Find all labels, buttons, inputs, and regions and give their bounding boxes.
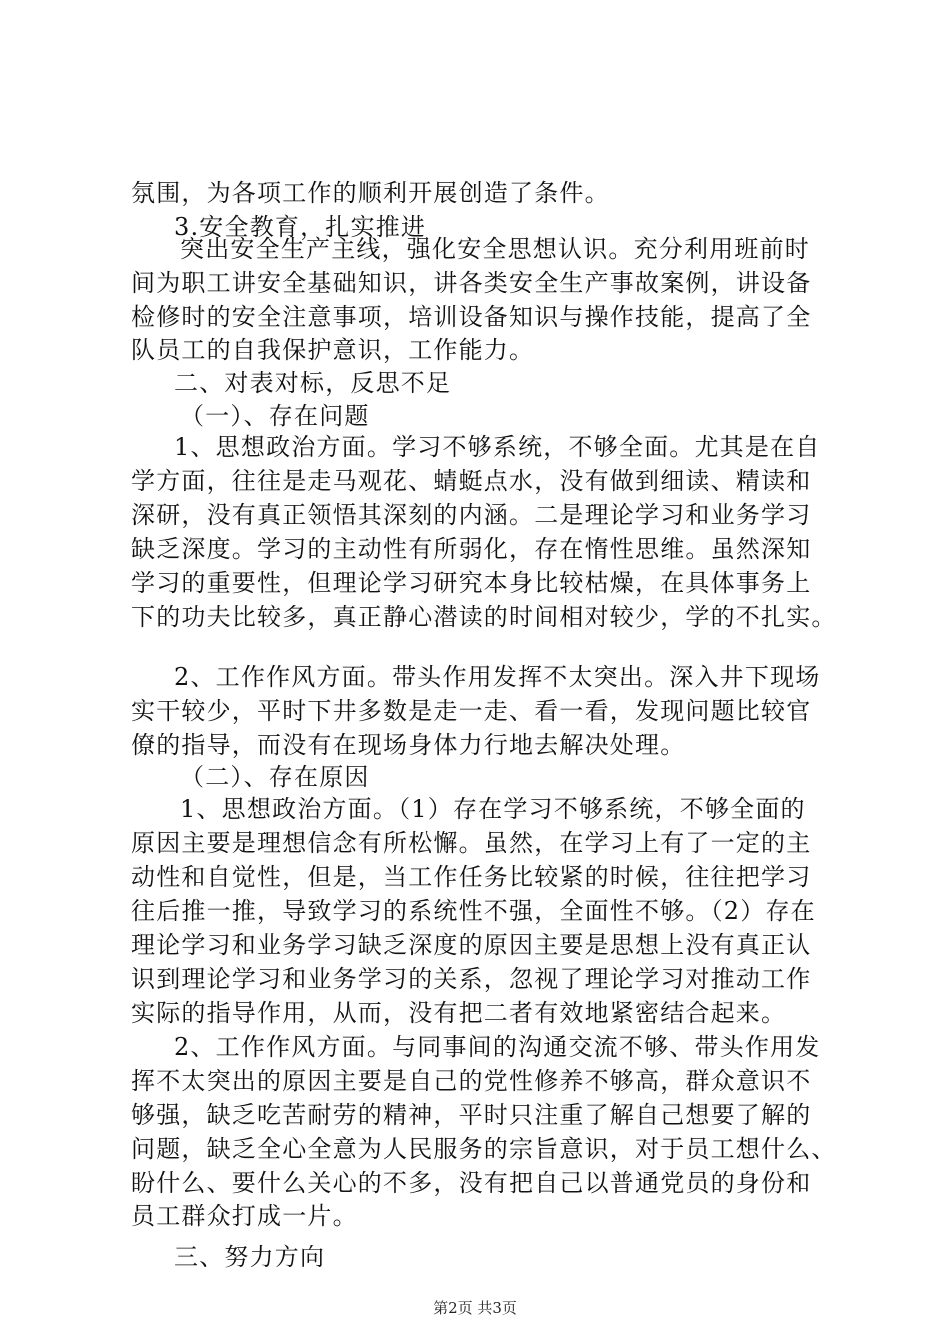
paragraph-line: 原因主要是理想信念有所松懈。虽然，在学习上有了一定的主 bbox=[131, 829, 812, 857]
paragraph-line: 挥不太突出的原因主要是自己的党性修养不够高，群众意识不 bbox=[131, 1067, 812, 1095]
paragraph-line: 1、思想政治方面。（1）存在学习不够系统，不够全面的 bbox=[180, 795, 806, 823]
subsection-heading: （一）、存在问题 bbox=[180, 402, 370, 430]
paragraph-line: 突出安全生产主线，强化安全思想认识。充分利用班前时 bbox=[180, 235, 810, 263]
paragraph-line: 间为职工讲安全基础知识，讲各类安全生产事故案例，讲设备 bbox=[131, 269, 812, 297]
paragraph-line: 学方面，往往是走马观花、蜻蜓点水，没有做到细读、精读和 bbox=[131, 467, 812, 495]
paragraph-line: 2、工作作风方面。带头作用发挥不太突出。深入井下现场 bbox=[174, 663, 821, 691]
section-heading: 三、努力方向 bbox=[174, 1243, 326, 1271]
paragraph-line: 1、思想政治方面。学习不够系统，不够全面。尤其是在自 bbox=[174, 433, 821, 461]
paragraph-line: 深研，没有真正领悟其深刻的内涵。二是理论学习和业务学习 bbox=[131, 501, 812, 529]
paragraph-line: 实际的指导作用，从而，没有把二者有效地紧密结合起来。 bbox=[131, 999, 787, 1027]
paragraph-line: 动性和自觉性，但是，当工作任务比较紧的时候，往往把学习 bbox=[131, 863, 812, 891]
paragraph-line: 盼什么、要什么关心的不多，没有把自己以普通党员的身份和 bbox=[131, 1169, 812, 1197]
paragraph-line: 实干较少，平时下井多数是走一走、看一看，发现问题比较官 bbox=[131, 697, 812, 725]
paragraph-line: 够强，缺乏吃苦耐劳的精神，平时只注重了解自己想要了解的 bbox=[131, 1101, 812, 1129]
paragraph-line: 识到理论学习和业务学习的关系，忽视了理论学习对推动工作 bbox=[131, 965, 812, 993]
paragraph-line: 学习的重要性，但理论学习研究本身比较枯燥，在具体事务上 bbox=[131, 569, 812, 597]
subsection-heading: （二）、存在原因 bbox=[180, 763, 370, 791]
paragraph-line: 缺乏深度。学习的主动性有所弱化，存在惰性思维。虽然深知 bbox=[131, 535, 812, 563]
section-heading: 二、对表对标，反思不足 bbox=[174, 369, 452, 397]
paragraph-line: 队员工的自我保护意识，工作能力。 bbox=[131, 336, 535, 364]
paragraph-line: 检修时的安全注意事项，培训设备知识与操作技能，提高了全 bbox=[131, 303, 812, 331]
paragraph-line: 员工群众打成一片。 bbox=[131, 1202, 358, 1230]
paragraph-line: 2、工作作风方面。与同事间的沟通交流不够、带头作用发 bbox=[174, 1033, 821, 1061]
section-heading: 3.安全教育，扎实推进 bbox=[174, 213, 427, 241]
paragraph-line: 理论学习和业务学习缺乏深度的原因主要是思想上没有真正认 bbox=[131, 931, 812, 959]
paragraph-line: 往后推一推，导致学习的系统性不强，全面性不够。（2）存在 bbox=[131, 897, 816, 925]
paragraph-line: 下的功夫比较多，真正静心潜读的时间相对较少，学的不扎实。 bbox=[131, 603, 837, 631]
paragraph-line: 问题，缺乏全心全意为人民服务的宗旨意识，对于员工想什么、 bbox=[131, 1135, 837, 1163]
paragraph-line: 氛围，为各项工作的顺利开展创造了条件。 bbox=[131, 179, 610, 207]
page-number-footer: 第2页 共3页 bbox=[433, 1299, 517, 1317]
paragraph-line: 僚的指导，而没有在现场身体力行地去解决处理。 bbox=[131, 731, 686, 759]
